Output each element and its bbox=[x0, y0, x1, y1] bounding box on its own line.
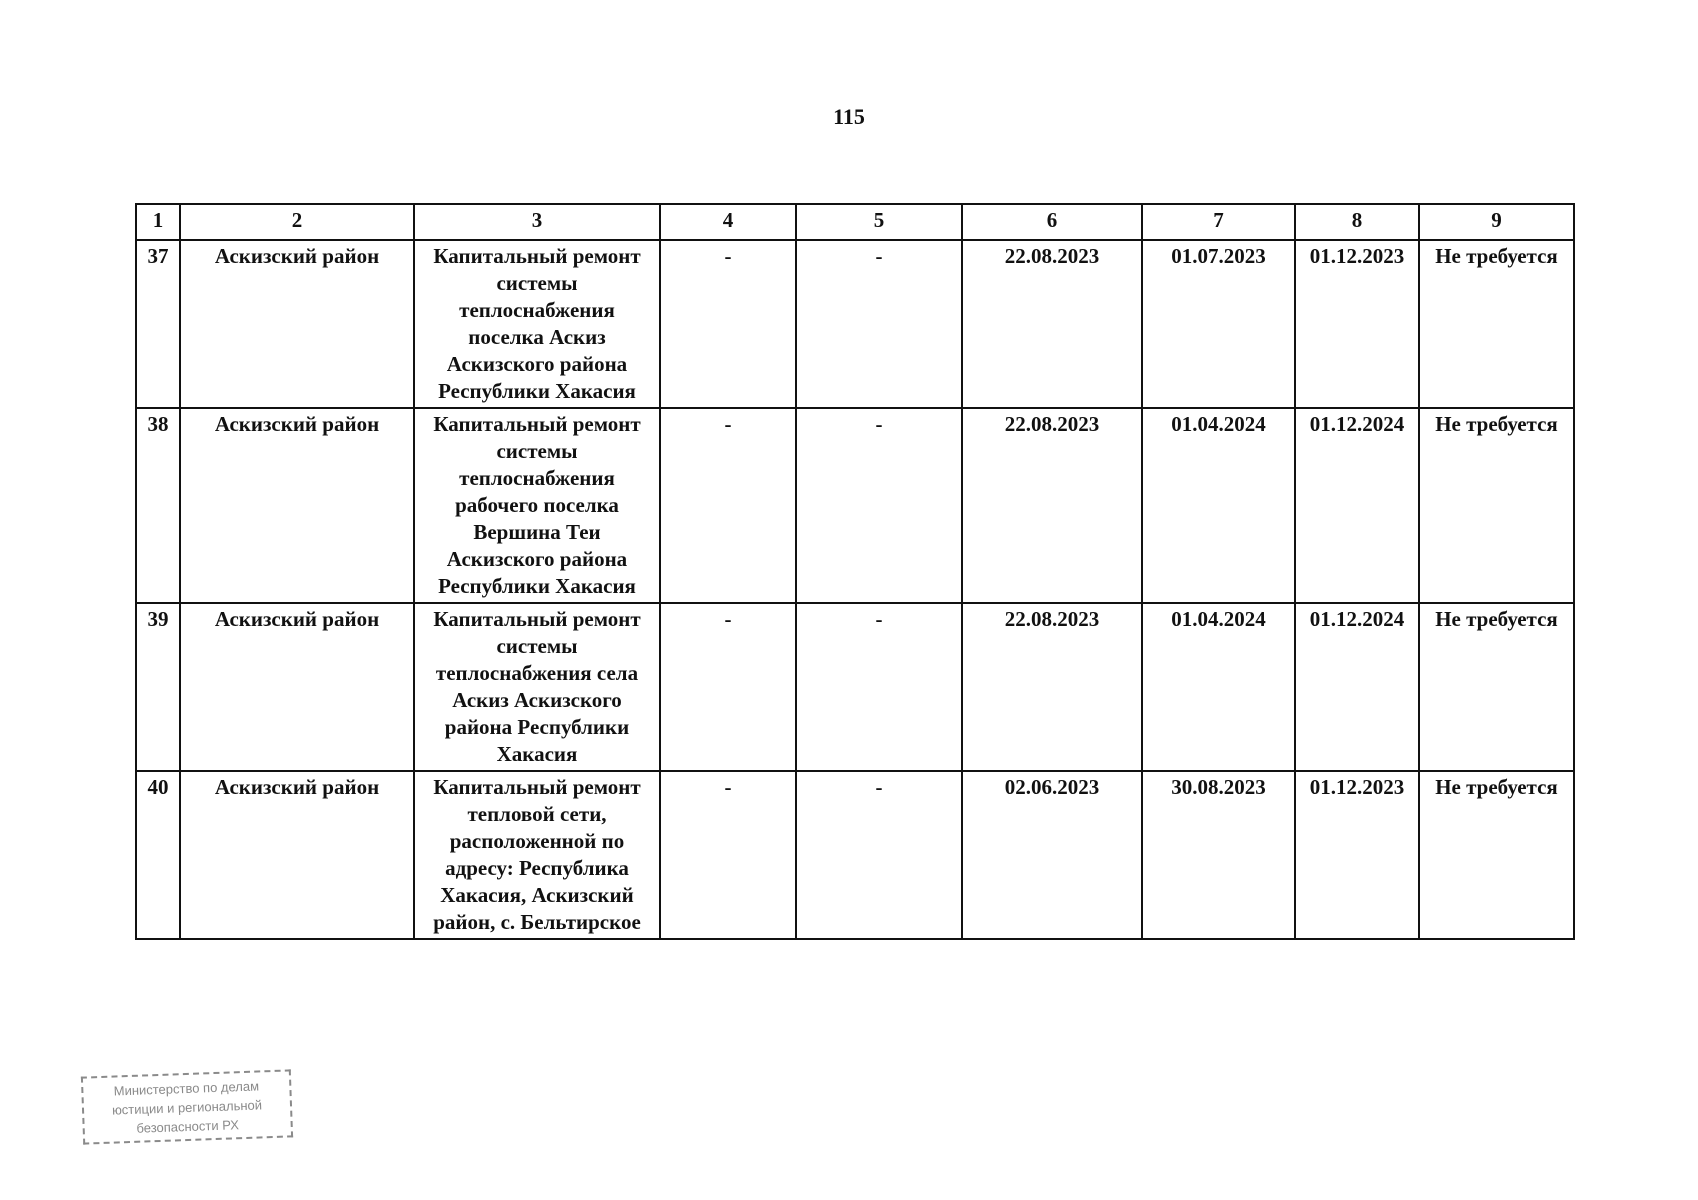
project-name-cell: Капитальный ремонт тепловой сети, расположенной по адресу: Республика Хакасия, Аскизский район, с. Бельтирское bbox=[414, 771, 660, 939]
column-8-date-cell: 01.12.2024 bbox=[1295, 603, 1419, 771]
column-4-cell: - bbox=[660, 240, 796, 408]
header-cell: 9 bbox=[1419, 204, 1574, 240]
column-7-date-cell: 01.04.2024 bbox=[1142, 603, 1295, 771]
column-5-cell: - bbox=[796, 771, 962, 939]
official-stamp bbox=[81, 1069, 293, 1144]
row-number-cell: 37 bbox=[136, 240, 180, 408]
table-header-row bbox=[136, 204, 1574, 240]
column-9-status-cell: Не требуется bbox=[1419, 771, 1574, 939]
column-4-cell: - bbox=[660, 771, 796, 939]
column-7-date-cell: 01.07.2023 bbox=[1142, 240, 1295, 408]
column-4-cell: - bbox=[660, 408, 796, 603]
stamp-line: безопасности РХ bbox=[136, 1117, 240, 1136]
project-name-cell: Капитальный ремонт системы теплоснабжения рабочего поселка Вершина Теи Аскизского района Республики Хакасия bbox=[414, 408, 660, 603]
column-9-status-cell: Не требуется bbox=[1419, 240, 1574, 408]
header-cell: 7 bbox=[1142, 204, 1295, 240]
column-7-date-cell: 01.04.2024 bbox=[1142, 408, 1295, 603]
column-8-date-cell: 01.12.2023 bbox=[1295, 240, 1419, 408]
column-6-date-cell: 22.08.2023 bbox=[962, 408, 1142, 603]
row-number-cell: 38 bbox=[136, 408, 180, 603]
page-number: 115 bbox=[833, 104, 865, 129]
project-name-cell: Капитальный ремонт системы теплоснабжения поселка Аскиз Аскизского района Республики Хакасия bbox=[414, 240, 660, 408]
column-8-date-cell: 01.12.2023 bbox=[1295, 771, 1419, 939]
column-9-status-cell: Не требуется bbox=[1419, 408, 1574, 603]
column-6-date-cell: 02.06.2023 bbox=[962, 771, 1142, 939]
column-8-date-cell: 01.12.2024 bbox=[1295, 408, 1419, 603]
district-cell: Аскизский район bbox=[180, 408, 414, 603]
column-5-cell: - bbox=[796, 240, 962, 408]
header-cell: 4 bbox=[660, 204, 796, 240]
project-name-cell: Капитальный ремонт системы теплоснабжения села Аскиз Аскизского района Республики Хакасия bbox=[414, 603, 660, 771]
column-5-cell: - bbox=[796, 603, 962, 771]
header-cell: 1 bbox=[136, 204, 180, 240]
district-cell: Аскизский район bbox=[180, 603, 414, 771]
document-table bbox=[135, 203, 1575, 940]
stamp-line: юстиции и региональной bbox=[111, 1097, 263, 1118]
column-7-date-cell: 30.08.2023 bbox=[1142, 771, 1295, 939]
table-row bbox=[136, 240, 1574, 408]
column-4-cell: - bbox=[660, 603, 796, 771]
table-row bbox=[136, 603, 1574, 771]
stamp-line: Министерство по делам bbox=[113, 1078, 260, 1099]
row-number-cell: 39 bbox=[136, 603, 180, 771]
column-5-cell: - bbox=[796, 408, 962, 603]
district-cell: Аскизский район bbox=[180, 240, 414, 408]
table-row bbox=[136, 408, 1574, 603]
column-6-date-cell: 22.08.2023 bbox=[962, 240, 1142, 408]
row-number-cell: 40 bbox=[136, 771, 180, 939]
district-cell: Аскизский район bbox=[180, 771, 414, 939]
header-cell: 3 bbox=[414, 204, 660, 240]
column-9-status-cell: Не требуется bbox=[1419, 603, 1574, 771]
header-cell: 2 bbox=[180, 204, 414, 240]
header-cell: 5 bbox=[796, 204, 962, 240]
header-cell: 6 bbox=[962, 204, 1142, 240]
table-row bbox=[136, 771, 1574, 939]
header-cell: 8 bbox=[1295, 204, 1419, 240]
column-6-date-cell: 22.08.2023 bbox=[962, 603, 1142, 771]
